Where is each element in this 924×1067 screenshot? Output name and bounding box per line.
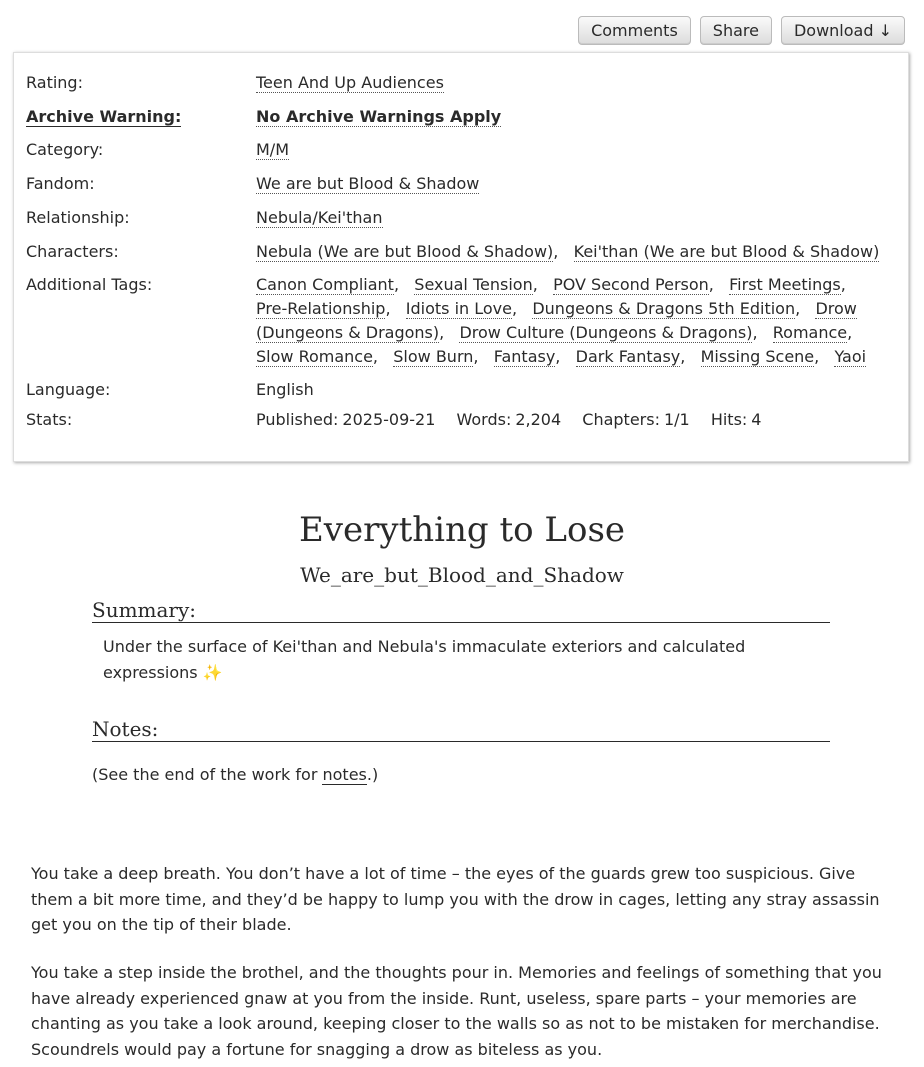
relationship-tag[interactable]: Nebula/Kei'than	[256, 208, 383, 227]
additional-tag[interactable]: Dark Fantasy	[575, 347, 681, 366]
summary-text: Under the surface of Kei'than and Nebula's immaculate exteriors and calculated expressions ✨	[103, 637, 746, 682]
work-meta: Rating: Teen And Up Audiences Archive Warning: No Archive Warnings Apply Category: M/M Fandom: We are but Blood & Shadow Relationship: Nebula/Kei'than Characters: Nebula (We are but Blood & Shadow), Kei'than (We are but Blood & Shadow) Additional Tags: Canon Compliant, Sexual Tension, POV Second Person, First Meetings, Pre-Relationship, Idiots in Love, Dungeons & Dragons 5th Edition, Drow (Dungeons & Dragons), Drow Culture (Dungeons & Dragons), Romance, Slow Romance, Slow Burn, Fantasy, Dark Fantasy, Missing Scene, Yaoi Language: English Stats: Published: 2025-09-21 Words: 2,204 Chapters: 1/1 Hits: 4	[13, 52, 909, 462]
notes-suffix: .)	[366, 765, 379, 784]
language-value: English	[256, 380, 314, 399]
additional-tag[interactable]: Drow (Dungeons & Dragons)	[256, 299, 857, 342]
additional-tag[interactable]: Yaoi	[834, 347, 867, 366]
additional-tag[interactable]: Dungeons & Dragons 5th Edition	[532, 299, 796, 318]
additional-tag[interactable]: Missing Scene	[700, 347, 815, 366]
story-paragraph: You take a deep breath. You don’t have a lot of time – the eyes of the guards grew too suspicious. Give them a bit more time, and they’d be happy to lump you with the drow in cages, letting any stray assassin get you on the tip of their blade.	[31, 864, 880, 934]
additional-tag[interactable]: First Meetings	[729, 275, 841, 294]
category-label: Category:	[26, 140, 104, 159]
work-title: Everything to Lose	[298, 510, 626, 550]
download-button[interactable]: Download ↓	[781, 16, 905, 45]
words-label: Words:	[456, 410, 512, 429]
hits-label: Hits:	[710, 410, 748, 429]
notes-heading: Notes:	[92, 717, 830, 742]
character-tag[interactable]: Kei'than (We are but Blood & Shadow)	[573, 242, 880, 261]
work-author[interactable]: We_are_but_Blood_and_Shadow	[300, 563, 624, 587]
notes-link[interactable]: notes	[322, 765, 367, 784]
rating-tag[interactable]: Teen And Up Audiences	[256, 73, 444, 92]
category-tag[interactable]: M/M	[256, 140, 289, 159]
chapters-value: 1/1	[663, 410, 690, 429]
stats-values	[256, 408, 886, 432]
story-paragraph: You take a step inside the brothel, and the thoughts pour in. Memories and feelings of something that you have already experienced gnaw at you from the inside. Runt, useless, spare parts – your memories are chanting as you take a look around, keeping closer to the walls so as not to be mistaken for merchandise. Scoundrels would pay a fortune for snagging a drow as biteless as you.	[31, 963, 882, 1059]
additional-tag[interactable]: Idiots in Love	[405, 299, 512, 318]
work-toolbar	[578, 16, 905, 45]
tags-list: Canon Compliant, Sexual Tension, POV Second Person, First Meetings, Pre-Relationship, Idiots in Love, Dungeons & Dragons 5th Edition, Drow (Dungeons & Dragons), Drow Culture (Dungeons & Dragons), Romance, Slow Romance, Slow Burn, Fantasy, Dark Fantasy, Missing Scene, Yaoi	[256, 275, 867, 366]
summary-heading: Summary:	[92, 598, 830, 623]
published-value: 2025-09-21	[342, 410, 436, 429]
fandom-label: Fandom:	[26, 174, 95, 193]
additional-tag[interactable]: Sexual Tension	[414, 275, 533, 294]
character-tag[interactable]: Nebula (We are but Blood & Shadow)	[256, 242, 554, 261]
additional-tag[interactable]: Slow Burn	[393, 347, 474, 366]
comments-button[interactable]: Comments	[578, 16, 691, 45]
share-button[interactable]: Share	[700, 16, 772, 45]
characters-label: Characters:	[26, 242, 119, 261]
additional-tag[interactable]: Romance	[772, 323, 848, 342]
fandom-tag[interactable]: We are but Blood & Shadow	[256, 174, 480, 193]
notes-text	[92, 765, 378, 784]
chapters-label: Chapters:	[582, 410, 660, 429]
warning-tag[interactable]: No Archive Warnings Apply	[256, 107, 502, 126]
stats-label: Stats:	[26, 410, 73, 429]
additional-tag[interactable]: Slow Romance	[256, 347, 373, 366]
language-label: Language:	[26, 380, 111, 399]
additional-tag[interactable]: Drow Culture (Dungeons & Dragons)	[459, 323, 753, 342]
warning-label[interactable]: Archive Warning:	[26, 107, 182, 126]
relationship-label: Relationship:	[26, 208, 130, 227]
hits-value: 4	[751, 410, 762, 429]
published-label: Published:	[256, 410, 339, 429]
additional-tag[interactable]: POV Second Person	[553, 275, 709, 294]
additional-tag[interactable]: Fantasy	[493, 347, 556, 366]
tags-label: Additional Tags:	[26, 275, 153, 294]
notes-prefix: (See the end of the work for	[92, 765, 323, 784]
additional-tag[interactable]: Canon Compliant	[256, 275, 394, 294]
words-value: 2,204	[515, 410, 562, 429]
additional-tag[interactable]: Pre-Relationship	[256, 299, 386, 318]
rating-label: Rating:	[26, 73, 83, 92]
